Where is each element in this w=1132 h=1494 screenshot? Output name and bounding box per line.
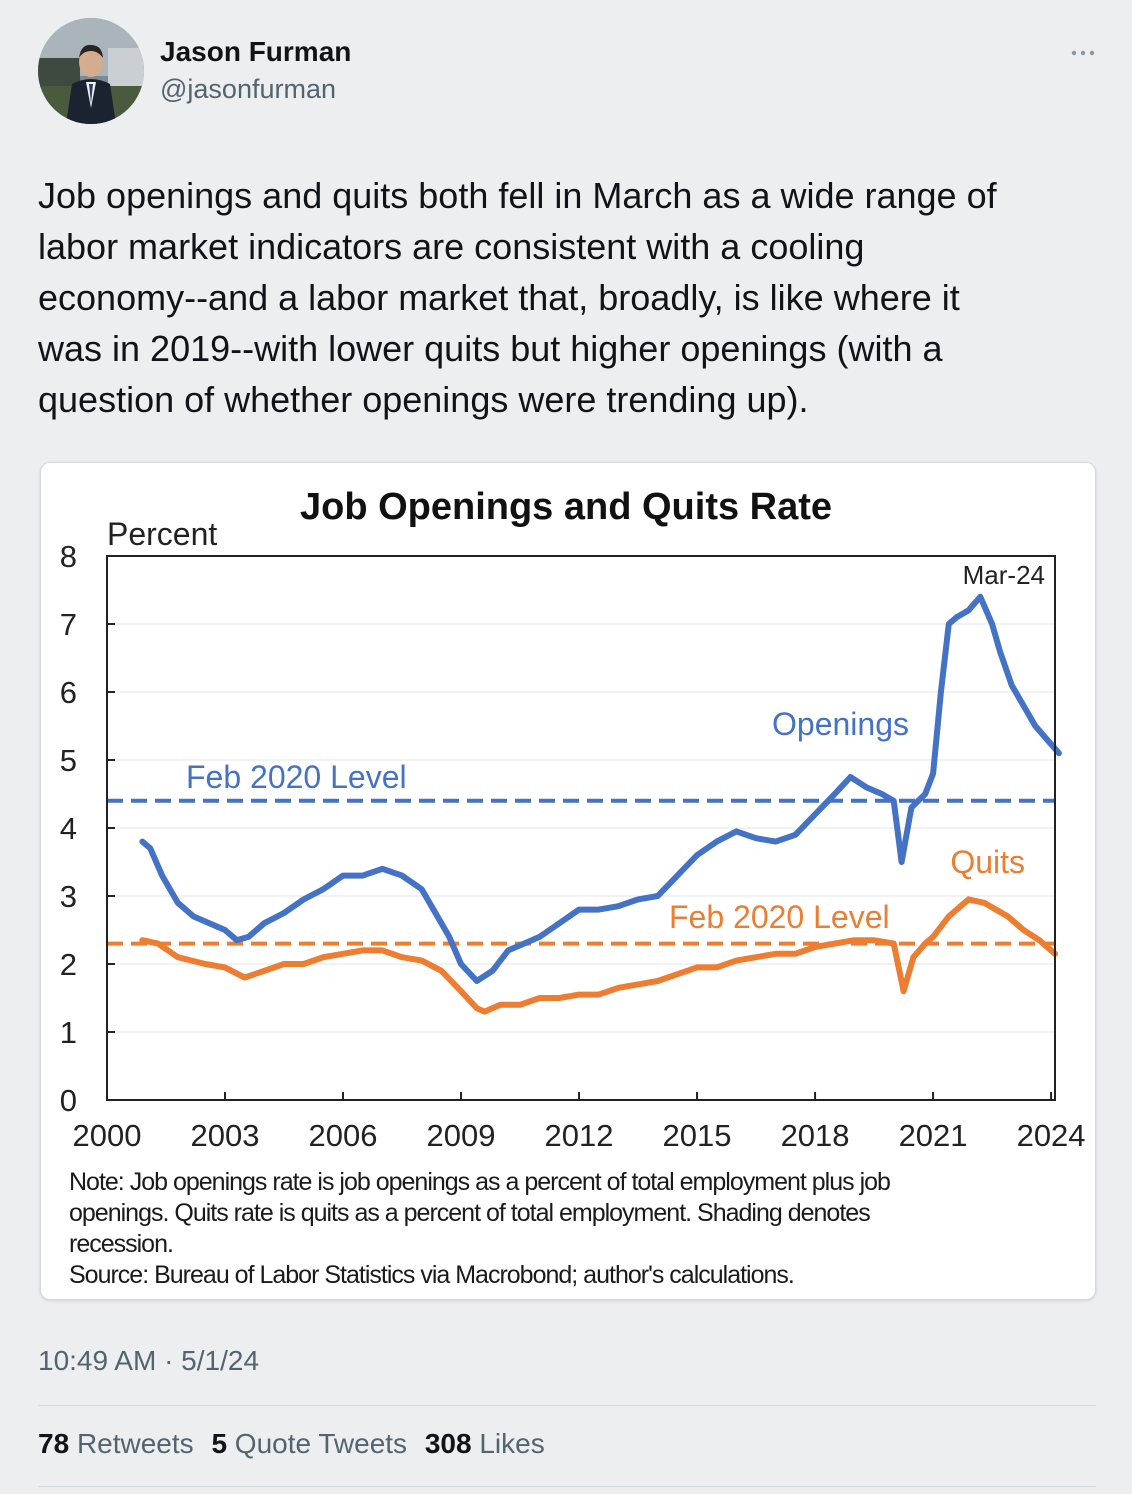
y-tick-label: 2 (59, 947, 77, 982)
tweet-text-line: economy--and a labor market that, broadly, is like where it (38, 277, 960, 318)
author-handle[interactable]: @jasonfurman (160, 74, 336, 104)
retweets-label: Retweets (76, 1428, 194, 1459)
series-label-quits: Quits (950, 844, 1025, 880)
grid (107, 624, 1055, 1032)
y-tick-label: 1 (59, 1015, 77, 1050)
series-lines (142, 597, 1059, 1012)
quote-tweets-count: 5 (211, 1428, 228, 1459)
y-tick-label: 8 (59, 539, 77, 574)
tweet-text-line: Job openings and quits both fell in March as a wide range of (38, 175, 997, 216)
tweet-text-line: labor market indicators are consistent with a cooling (38, 226, 865, 267)
chart-image-card[interactable] (40, 462, 1096, 1300)
x-tick-label: 2000 (72, 1118, 142, 1153)
y-tick-label: 3 (59, 879, 77, 914)
y-axis-label: Percent (107, 516, 218, 552)
chart-source-line: Source: Bureau of Labor Statistics via Macrobond; author's calculations. (69, 1261, 794, 1289)
divider (38, 1486, 1096, 1487)
retweets-count: 78 (38, 1428, 70, 1459)
x-tick-label: 2024 (1016, 1118, 1086, 1153)
retweets-stat[interactable] (38, 1428, 194, 1460)
x-tick-label: 2012 (544, 1118, 614, 1153)
likes-count: 308 (424, 1428, 472, 1459)
x-tick-label: 2009 (426, 1118, 496, 1153)
tweet-text (38, 170, 1098, 425)
timestamp[interactable]: 10:49 AM · 5/1/24 (38, 1345, 260, 1376)
quote-tweets-stat[interactable] (211, 1428, 407, 1460)
chart-note-line: recession. (69, 1230, 173, 1258)
y-tick-label: 7 (59, 607, 77, 642)
more-horizontal-icon[interactable] (1066, 38, 1100, 68)
chart-labels (186, 560, 1045, 935)
annotation-mar-24: Mar-24 (962, 560, 1045, 590)
x-tick-label: 2018 (780, 1118, 850, 1153)
x-tick-label: 2003 (190, 1118, 260, 1153)
likes-label: Likes (479, 1428, 545, 1459)
reference-lines (107, 801, 1055, 944)
avatar-image (38, 18, 144, 124)
y-tick-label: 6 (59, 675, 77, 710)
chart-title: Job Openings and Quits Rate (299, 486, 833, 528)
tweet-text-line: question of whether openings were trending up). (38, 379, 809, 420)
x-tick-label: 2015 (662, 1118, 732, 1153)
engagement-stats (38, 1428, 555, 1460)
divider (38, 1405, 1096, 1406)
x-tick-label: 2006 (308, 1118, 378, 1153)
likes-stat[interactable] (425, 1428, 545, 1460)
chart-note-line: openings. Quits rate is quits as a percent of total employment. Shading denotes (69, 1199, 870, 1227)
reference-label-quits: Feb 2020 Level (669, 899, 890, 935)
quote-tweets-label: Quote Tweets (234, 1428, 408, 1459)
avatar[interactable] (38, 18, 144, 124)
reference-label-openings: Feb 2020 Level (186, 759, 407, 795)
chart-note (69, 1167, 1069, 1291)
axis-ticks (60, 539, 1086, 1153)
series-label-openings: Openings (772, 706, 909, 742)
author-name[interactable]: Jason Furman (160, 36, 352, 67)
y-tick-label: 4 (59, 811, 77, 846)
chart-note-line: Note: Job openings rate is job openings as a percent of total employment plus job (69, 1168, 890, 1196)
tweet-text-line: was in 2019--with lower quits but higher openings (with a (38, 328, 943, 369)
y-tick-label: 0 (59, 1083, 77, 1118)
y-tick-label: 5 (59, 743, 77, 778)
x-tick-label: 2021 (898, 1118, 968, 1153)
